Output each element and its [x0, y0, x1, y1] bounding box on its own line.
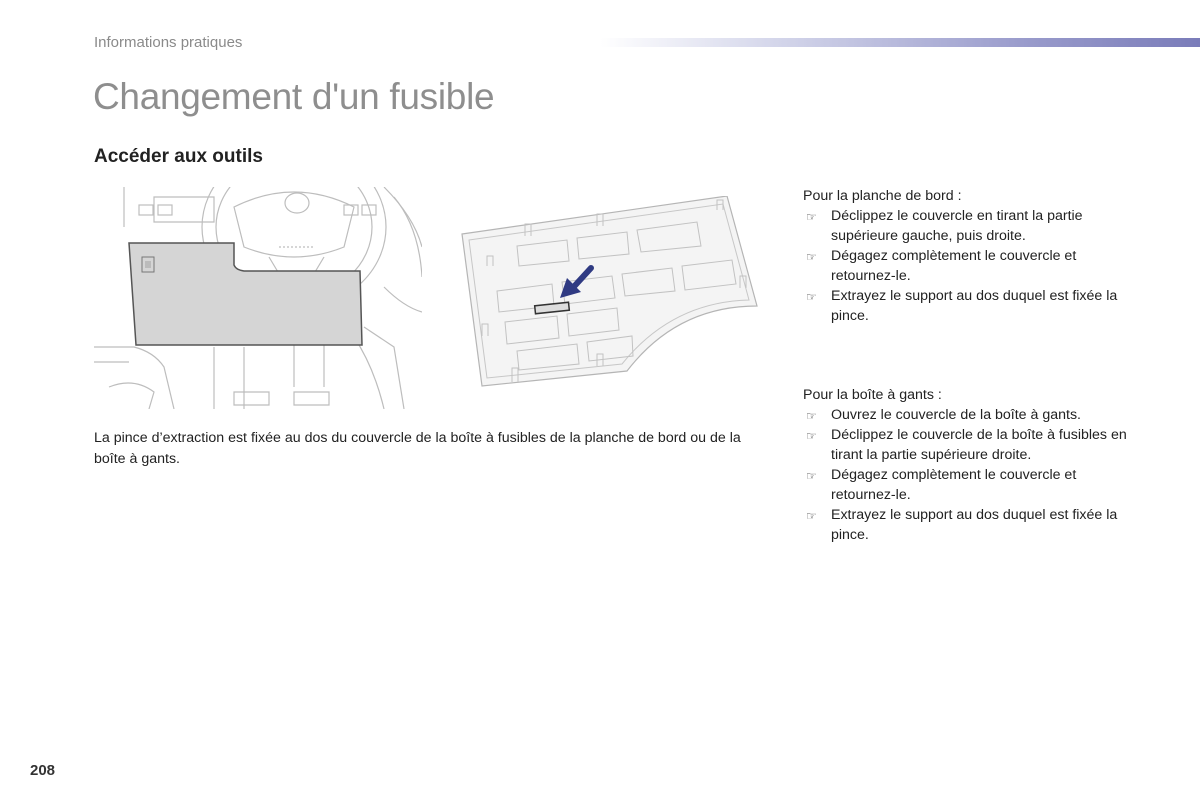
dashboard-fuse-cover-illustration — [94, 187, 422, 409]
pointing-hand-icon: ☞ — [806, 509, 817, 523]
glovebox-instructions-intro: Pour la boîte à gants : — [803, 387, 942, 403]
dashboard-instructions — [803, 186, 1143, 326]
instruction-step: ☞ Ouvrez le couvercle de la boîte à gants. — [803, 405, 1143, 425]
pointing-hand-icon: ☞ — [806, 469, 817, 483]
dashboard-steps-list — [803, 206, 1143, 326]
fuse-box-cover-back-illustration — [457, 196, 771, 402]
pointing-hand-icon: ☞ — [806, 290, 817, 304]
glovebox-instructions — [803, 385, 1143, 545]
header-section-label: Informations pratiques — [94, 34, 243, 51]
instruction-step: ☞ Extrayez le support au dos duquel est fixée la pince. — [806, 288, 1118, 324]
page-number: 208 — [30, 762, 56, 779]
page-title: Changement d'un fusible — [93, 76, 495, 117]
pointing-hand-icon: ☞ — [806, 210, 817, 224]
dashboard-instructions-intro: Pour la planche de bord : — [803, 188, 962, 204]
instruction-step: ☞ Dégagez complètement le couvercle et retournez-le. — [806, 248, 1077, 284]
instruction-step: ☞ Déclippez le couvercle de la boîte à fusibles en tirant la partie supérieure droite. — [806, 427, 1127, 463]
instruction-step: ☞ Extrayez le support au dos duquel est fixée la pince. — [806, 507, 1118, 543]
instruction-step: ☞ Déclippez le couvercle en tirant la partie supérieure gauche, puis droite. — [806, 208, 1083, 244]
illustration-caption: La pince d’extraction est fixée au dos du couvercle de la boîte à fusibles de la planche de bord ou de la boîte à gants. — [94, 430, 741, 467]
instruction-step: ☞ Dégagez complètement le couvercle et retournez-le. — [806, 467, 1077, 503]
glovebox-steps-list — [803, 405, 1143, 545]
pointing-hand-icon: ☞ — [806, 409, 817, 423]
header-accent-bar — [600, 38, 1200, 47]
section-title: Accéder aux outils — [94, 146, 263, 167]
pointing-hand-icon: ☞ — [806, 429, 817, 443]
pointing-hand-icon: ☞ — [806, 250, 817, 264]
